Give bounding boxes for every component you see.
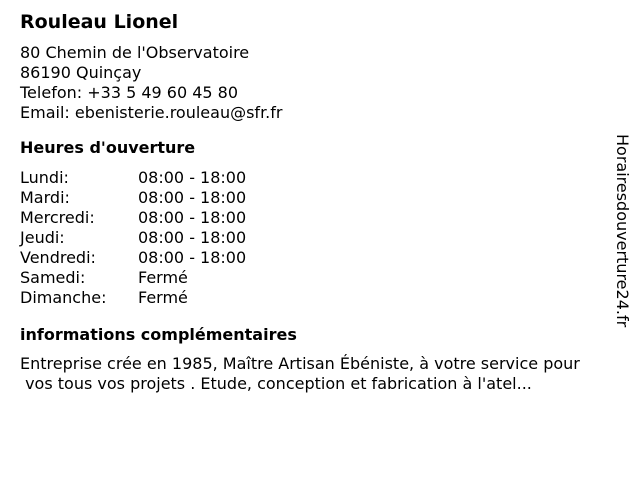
day-hours: 08:00 - 18:00	[138, 208, 247, 227]
day-label: Lundi:	[20, 168, 69, 187]
info-line-1: Entreprise crée en 1985, Maître Artisan Ébéniste, à votre service pour	[20, 354, 580, 373]
day-hours: Fermé	[138, 288, 188, 307]
hours-row-monday	[20, 168, 620, 188]
info-heading: informations complémentaires	[20, 325, 297, 344]
hours-row-saturday	[20, 268, 620, 288]
hours-row-wednesday	[20, 208, 620, 228]
address-line-city: 86190 Quinçay	[20, 63, 142, 82]
day-label: Mercredi:	[20, 208, 95, 227]
phone-number: Telefon: +33 5 49 60 45 80	[20, 83, 239, 102]
business-card	[20, 10, 620, 394]
day-label: Mardi:	[20, 188, 70, 207]
info-description	[20, 354, 632, 394]
business-name: Rouleau Lionel	[20, 11, 179, 33]
hours-row-tuesday	[20, 188, 620, 208]
email-address: Email: ebenisterie.rouleau@sfr.fr	[20, 103, 283, 122]
hours-table	[20, 168, 620, 308]
day-label: Samedi:	[20, 268, 86, 287]
hours-row-friday	[20, 248, 620, 268]
day-hours: 08:00 - 18:00	[138, 168, 247, 187]
hours-row-sunday	[20, 288, 620, 308]
site-watermark: Horairesdouverture24.fr	[613, 134, 632, 328]
hours-heading: Heures d'ouverture	[20, 138, 196, 157]
day-hours: 08:00 - 18:00	[138, 188, 247, 207]
day-hours: 08:00 - 18:00	[138, 248, 247, 267]
day-hours: Fermé	[138, 268, 188, 287]
hours-row-thursday	[20, 228, 620, 248]
day-label: Dimanche:	[20, 288, 107, 307]
contact-block	[20, 43, 620, 123]
address-line-street: 80 Chemin de l'Observatoire	[20, 43, 250, 62]
info-line-2: vos tous vos projets . Etude, conception et fabrication à l'atel...	[20, 374, 532, 393]
day-hours: 08:00 - 18:00	[138, 228, 247, 247]
day-label: Jeudi:	[20, 228, 65, 247]
day-label: Vendredi:	[20, 248, 96, 267]
